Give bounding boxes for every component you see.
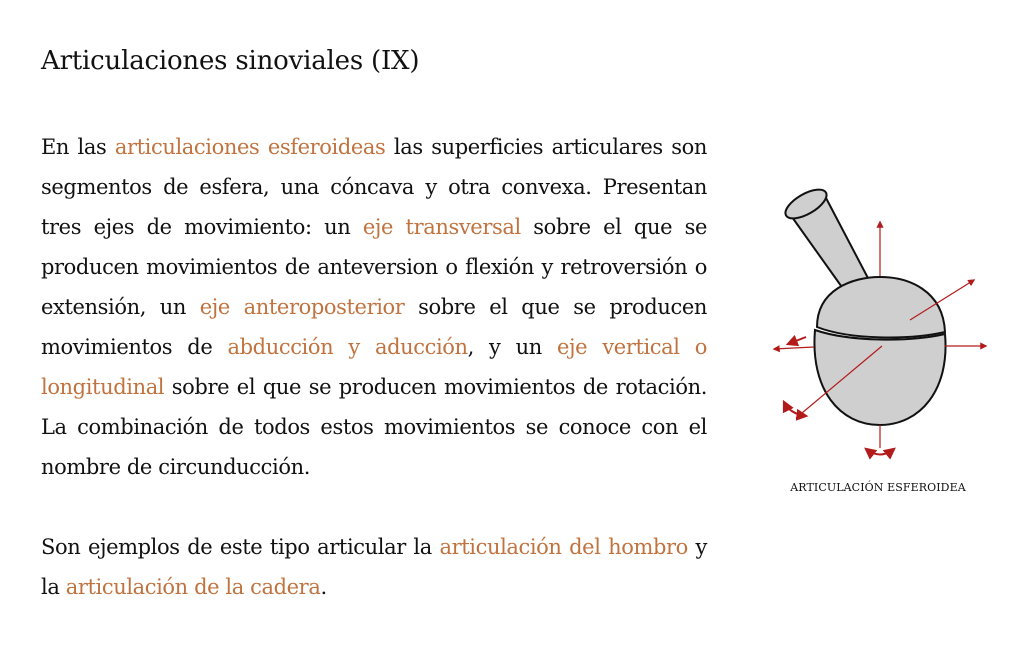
paragraph-examples bbox=[41, 527, 707, 607]
convex-ball bbox=[814, 330, 945, 425]
text-segment: sobre el que se producen movimientos de bbox=[41, 295, 707, 359]
paragraph-description bbox=[41, 127, 707, 487]
concave-cap bbox=[817, 277, 945, 337]
flexion-arrow bbox=[788, 337, 806, 344]
highlighted-term: eje anteroposterior bbox=[199, 295, 405, 319]
text-segment: sobre el que se producen movimientos de rotación. La combinación de todos estos movimientos se conoce con el nombre de circunducción. bbox=[41, 375, 707, 479]
text-segment: , y un bbox=[467, 335, 558, 359]
page-title: Articulaciones sinoviales (IX) bbox=[41, 46, 420, 76]
abduction-arrow bbox=[784, 402, 806, 416]
figure-caption: ARTICULACIÓN ESFEROIDEA bbox=[790, 481, 966, 494]
highlighted-term: abducción y aducción bbox=[227, 335, 468, 359]
text-segment: las superficies articulares son segmentos de esfera, una cóncava y otra convexa. Presentan tres ejes de movimiento: un bbox=[41, 135, 707, 239]
text-segment: En las bbox=[41, 135, 115, 159]
highlighted-term: articulaciones esferoideas bbox=[114, 135, 386, 159]
text-segment: y la bbox=[41, 535, 707, 599]
highlighted-term: eje vertical o longitudinal bbox=[41, 335, 707, 399]
rotation-arrow bbox=[866, 449, 894, 455]
ball-joint-illustration bbox=[760, 180, 1000, 510]
text-segment: . bbox=[320, 575, 327, 599]
highlighted-term: articulación de la cadera bbox=[65, 575, 321, 599]
highlighted-term: eje transversal bbox=[362, 215, 521, 239]
text-segment: sobre el que se producen movimientos de anteversion o flexión y retroversión o extensión, un bbox=[41, 215, 708, 319]
highlighted-term: articulación del hombro bbox=[439, 535, 688, 559]
text-segment: Son ejemplos de este tipo articular la bbox=[41, 535, 440, 559]
transverse-axis-left bbox=[774, 347, 814, 349]
